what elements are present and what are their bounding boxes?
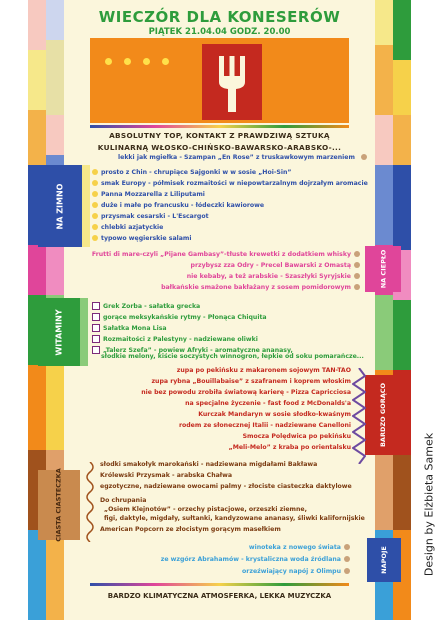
section-label-text: WITAMINY	[54, 308, 64, 356]
section-label-bardzo-goraco	[365, 375, 401, 455]
headline-line-2: KULINARNĄ WŁOSKO-CHIŃSKO-BAWARSKO-ARABSKO-...	[97, 143, 342, 152]
menu-item: Królewski Przysmak - arabska Chałwa	[100, 472, 232, 479]
menu-item: Panna Mozzarella z Liliputami	[92, 191, 205, 199]
section-label-text: NAPOJE	[380, 546, 388, 574]
divider-bar	[90, 125, 349, 128]
menu-item: zupa rybna „Bouillabaise” z szafranem i koprem włoskim	[151, 378, 351, 385]
menu-item: Do chrupania	[100, 497, 147, 504]
menu-item: prosto z Chin - chrupiące Sajgonki w w sosie „Hoi-Sin”	[92, 169, 291, 177]
menu-item: smak Europy - półmisek rozmaitości w niepowtarzalnym dojrzałym aromacie	[92, 180, 368, 188]
menu-item: typowo węgierskie salami	[92, 235, 192, 243]
footer-text: BARDZO KLIMATYCZNA ATMOSFERKA, LEKKA MUZYCZKA	[107, 592, 332, 600]
fork-icon	[217, 56, 247, 112]
menu-item: nie kebaby, a też arabskie - Szaszłyki Syryjskie	[187, 273, 363, 281]
divider-bar	[90, 583, 349, 586]
section-label-text: NA CIEPŁO	[379, 249, 387, 289]
menu-item: Smocza Polędwica po pekińsku	[242, 433, 351, 440]
bullet-icon	[361, 154, 367, 160]
menu-item: chlebki azjatyckie	[92, 224, 163, 232]
menu-item: gorące meksykańskie rytmy - Płonąca Chiquita	[92, 313, 267, 322]
menu-item: „Osiem Klejnotów” - orzechy pistacjowe, orzeszki ziemne,	[104, 506, 307, 513]
menu-item: Sałatka Mona Lisa	[92, 324, 167, 333]
section-label-text: CIASTA CIASTECZKA	[55, 468, 64, 542]
menu-item: Rozmaitości z Palestyny - nadziewane oliwki	[92, 335, 258, 344]
menu-item: „Talerz Szefa” - powiew Afryki - aromatyczne ananasy,	[92, 346, 293, 355]
zigzag-decoration	[352, 368, 366, 464]
intro-line	[118, 154, 370, 162]
menu-item: orzeźwiający napój z Olimpu	[242, 568, 353, 576]
decorative-dots	[105, 50, 181, 69]
section-accent	[80, 298, 88, 366]
menu-item: winoteka z nowego świata	[249, 544, 353, 552]
menu-item: Frutti di mare-czyli „Pijane Gambasy”-tłuste krewetki z dodatkiem whisky	[92, 251, 363, 259]
menu-poster	[28, 0, 411, 620]
menu-item: przybysz zza Odry - Precel Bawarski z Omastą	[191, 262, 363, 270]
section-label-text: BARDZO GORĄCO	[379, 382, 387, 448]
event-title: WIECZÓR DLA KONESERÓW	[98, 8, 341, 26]
section-label-text: NA ZIMNO	[55, 183, 65, 229]
menu-item: ze wzgórz Abrahamów - krystaliczna woda źródlana	[161, 556, 353, 564]
section-label-na-cieplo	[365, 246, 401, 292]
menu-item: nie bez powodu zrobiła światową karierę - Pizza Capricciosa	[141, 389, 351, 396]
section-label-witaminy	[38, 298, 80, 366]
menu-item: słodki smakołyk marokański - nadziewana migdałami Bakława	[100, 461, 318, 468]
event-date: PIĄTEK 21.04.04 GODZ. 20.00	[148, 27, 291, 37]
intro-text: lekki jak mgiełka - Szampan „En Rose” z truskawkowym marzeniem	[118, 154, 355, 161]
menu-item: American Popcorn ze złocistym gorącym masełkiem	[100, 526, 281, 533]
right-color-strip-inner	[375, 0, 393, 620]
menu-item: egzotyczne, nadziewane owocami palmy - złociste ciasteczka daktylowe	[100, 483, 352, 490]
menu-item: duże i małe po francusku - łódeczki kawiorowe	[92, 202, 264, 210]
header-banner	[90, 38, 349, 123]
section-accent	[82, 165, 90, 247]
menu-item: przysmak cesarski - L'Escargot	[92, 213, 209, 221]
designer-credit	[422, 400, 436, 610]
section-label-ciasta	[38, 470, 80, 540]
menu-item: zupa po pekińsku z makaronem sojowym TAN-TAO	[176, 367, 351, 374]
section-label-na-zimno	[38, 165, 82, 247]
menu-item: Grek Zorba - sałatka grecka	[92, 302, 200, 311]
wave-decoration	[84, 462, 96, 542]
right-color-strip-outer	[393, 0, 411, 620]
headline-line-1: ABSOLUTNY TOP, KONTAKT Z PRAWDZIWĄ SZTUKĄ	[109, 131, 330, 140]
menu-item-continued: słodkie melony, kiście soczystych winnogron, łepkie od soku pomarańcze...	[101, 353, 364, 360]
menu-item: na specjalne życzenie - fast food z McDonalds'a	[185, 400, 351, 407]
menu-item: bałkańskie smażone bakłażany z sosem pomidorowym	[161, 284, 363, 292]
section-label-napoje	[367, 538, 401, 582]
menu-item: rodem ze słonecznej Italii - nadziewane Canelloni	[178, 422, 351, 429]
credit-text: Design by Elżbieta Samek	[422, 432, 436, 577]
menu-item-continued: figi, daktyle, migdały, sułtanki, kandyzowane ananasy, śliwki kalifornijskie	[104, 515, 365, 522]
menu-item: Kurczak Mandaryn w sosie słodko-kwaśnym	[198, 411, 351, 418]
menu-item: „Meli-Melo” z kraba po orientalsku	[228, 444, 351, 451]
